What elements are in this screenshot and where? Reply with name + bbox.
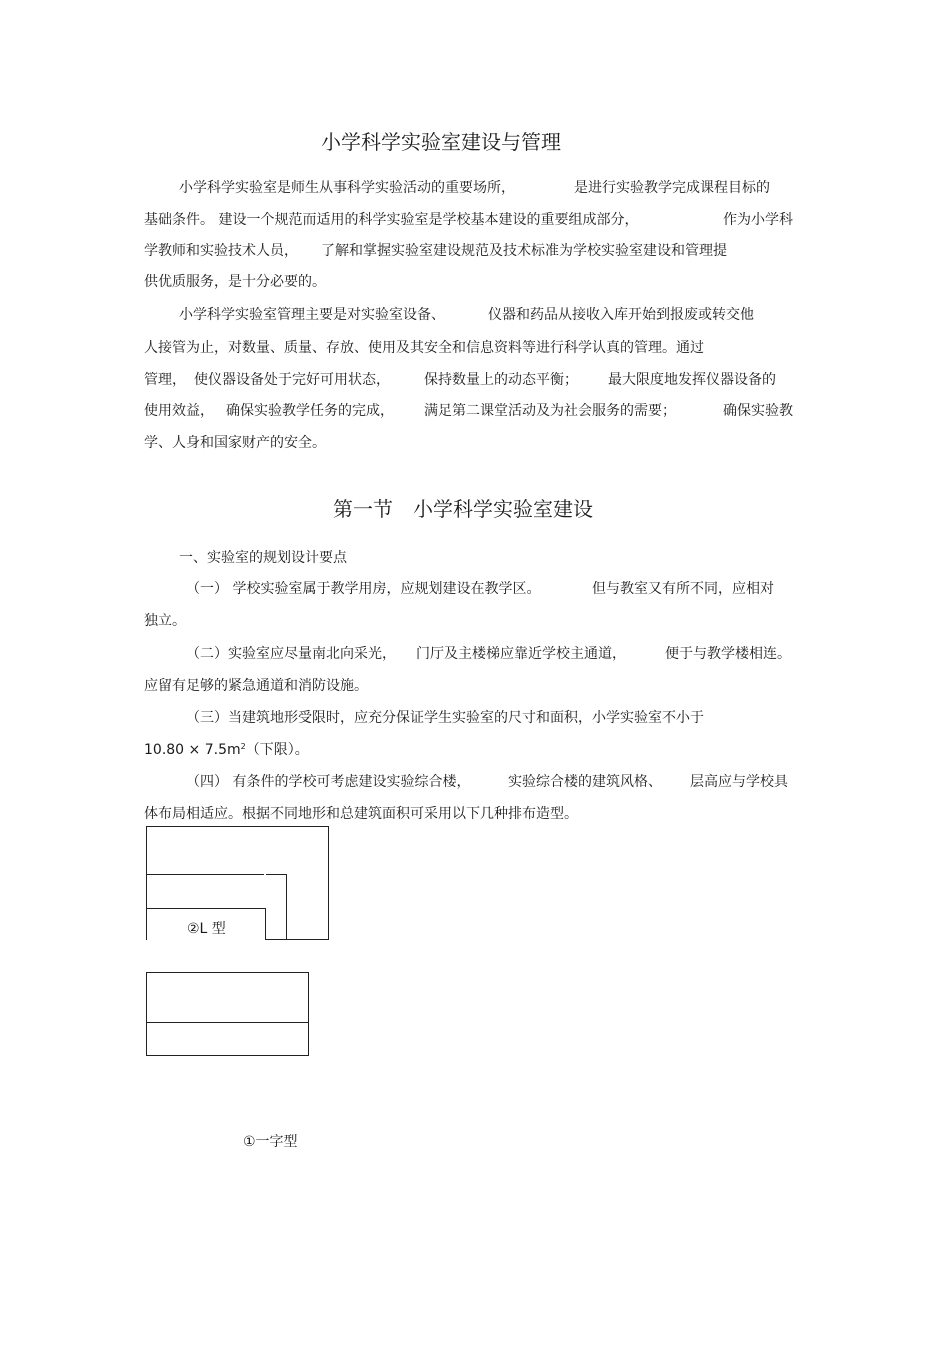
text-line: 小学科学实验室是师生从事科学实验活动的重要场所， [179, 180, 515, 196]
text-line: 门厅及主楼梯应靠近学校主通道， [416, 646, 626, 662]
text-line: 便于与教学楼相连。 [665, 646, 791, 662]
text-line: 实验综合楼的建筑风格、 [508, 774, 662, 790]
superscript: 2 [240, 742, 246, 751]
text-line: 应留有足够的紧急通道和消防设施。 [144, 678, 368, 694]
diagram-line [146, 1022, 309, 1023]
text-line: 层高应与学校具 [690, 774, 788, 790]
text-line: 确保实验教学任务的完成， [226, 403, 394, 419]
diagram-line [266, 874, 286, 875]
page-title: 小学科学实验室建设与管理 [321, 130, 561, 154]
diagram-line [286, 874, 287, 940]
section-heading: 第一节 小学科学实验室建设 [333, 497, 593, 521]
diagram-line [146, 826, 329, 827]
text-line: 仪器和药品从接收入库开始到报废或转交他 [488, 307, 754, 323]
text-line: 学教师和实验技术人员， [144, 243, 298, 259]
subheading: 一、实验室的规划设计要点 [179, 550, 347, 566]
diagram-line [146, 874, 264, 875]
dimension-text [144, 741, 309, 759]
text-line: 是进行实验教学完成课程目标的 [574, 180, 770, 196]
text-line: 独立。 [144, 613, 186, 629]
text-line: 但与教室又有所不同，应相对 [592, 581, 774, 597]
figure-label: ②L 型 [187, 921, 226, 937]
text-line: 使仪器设备处于完好可用状态， [194, 372, 390, 388]
text-line: 管理， [144, 372, 186, 388]
text-line: 使用效益， [144, 403, 214, 419]
diagram-line [146, 826, 147, 940]
text-line: （二）实验室应尽量南北向采光， [186, 646, 396, 662]
diagram-rectangle [146, 972, 309, 1056]
diagram-line [328, 826, 329, 940]
diagram-line [146, 908, 265, 909]
text-line: 学、人身和国家财产的安全。 [144, 435, 326, 451]
text-line: （四） 有条件的学校可考虑建设实验综合楼， [186, 774, 471, 790]
text-line: 作为小学科 [723, 212, 793, 228]
text-line: （一） 学校实验室属于教学用房，应规划建设在教学区。 [186, 581, 541, 597]
text-line: （三）当建筑地形受限时，应充分保证学生实验室的尺寸和面积，小学实验室不小于 [186, 710, 704, 726]
dimension-value: 10.80 × 7.5m [144, 742, 241, 758]
diagram-line [265, 908, 266, 940]
figure-label: ①一字型 [243, 1134, 298, 1150]
text-line: 保持数量上的动态平衡； [424, 372, 578, 388]
dimension-tail: （下限）。 [245, 742, 309, 758]
text-line: 体布局相适应。根据不同地形和总建筑面积可采用以下几种排布造型。 [144, 806, 578, 822]
text-line: 基础条件。 建设一个规范而适用的科学实验室是学校基本建设的重要组成部分， [144, 212, 639, 228]
text-line: 小学科学实验室管理主要是对实验室设备、 [179, 307, 445, 323]
text-line: 供优质服务，是十分必要的。 [144, 274, 326, 290]
diagram-line [265, 939, 329, 940]
text-line: 了解和掌握实验室建设规范及技术标准为学校实验室建设和管理提 [321, 243, 727, 259]
text-line: 人接管为止，对数量、质量、存放、使用及其安全和信息资料等进行科学认真的管理。通过 [144, 340, 704, 356]
text-line: 最大限度地发挥仪器设备的 [608, 372, 776, 388]
text-line: 满足第二课堂活动及为社会服务的需要； [424, 403, 676, 419]
text-line: 确保实验教 [723, 403, 793, 419]
